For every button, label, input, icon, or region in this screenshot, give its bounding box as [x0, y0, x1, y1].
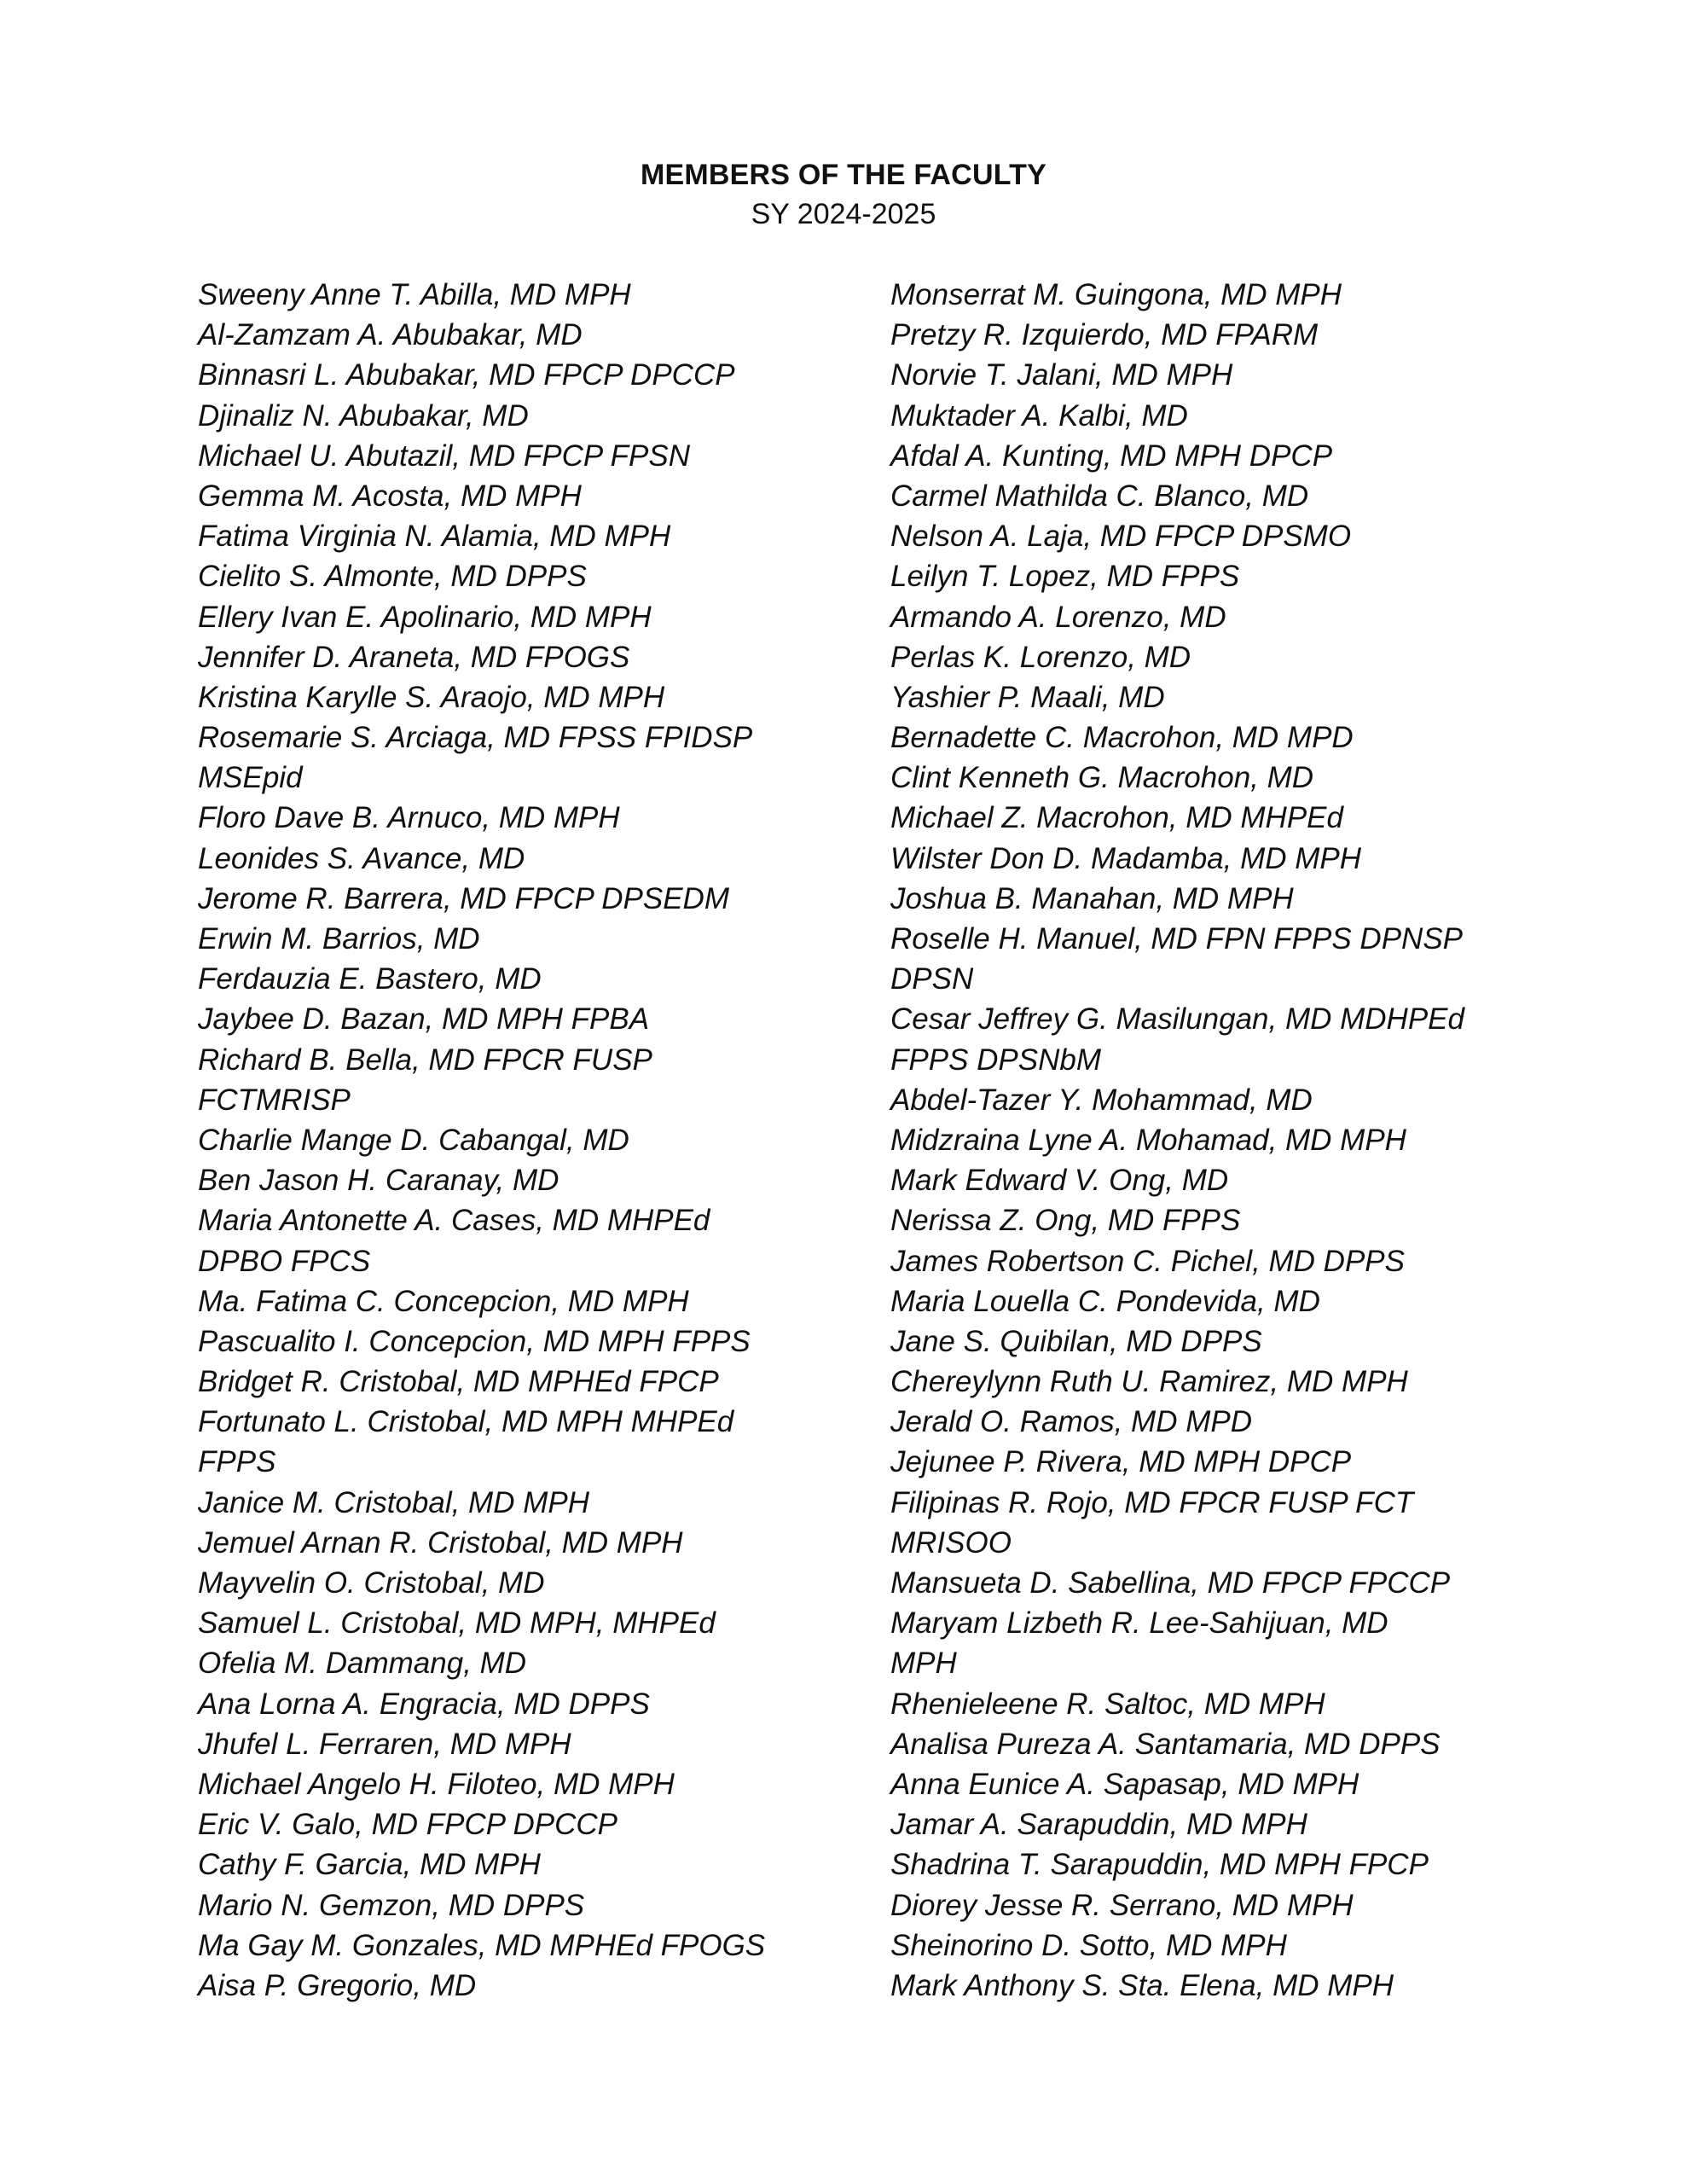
faculty-member-entry: Afdal A. Kunting, MD MPH DPCP: [890, 439, 1333, 473]
faculty-member-entry: Perlas K. Lorenzo, MD: [890, 640, 1191, 674]
faculty-member-entry: Ben Jason H. Caranay, MD: [198, 1164, 559, 1198]
faculty-member-entry: Cielito S. Almonte, MD DPPS: [198, 560, 587, 594]
faculty-member-entry: Kristina Karylle S. Araojo, MD MPH: [198, 680, 665, 714]
faculty-member-entry: MPH: [890, 1647, 957, 1681]
faculty-member-entry: DPSN: [890, 962, 974, 996]
faculty-list-left-column: [198, 275, 863, 2006]
faculty-member-entry: Samuel L. Cristobal, MD MPH, MHPEd: [198, 1606, 716, 1641]
faculty-member-entry: Yashier P. Maali, MD: [890, 680, 1165, 714]
faculty-member-entry: Michael U. Abutazil, MD FPCP FPSN: [198, 439, 690, 473]
school-year-subtitle: SY 2024-2025: [751, 198, 936, 230]
faculty-member-entry: MRISOO: [890, 1525, 1012, 1560]
faculty-member-entry: Wilster Don D. Madamba, MD MPH: [890, 841, 1362, 875]
faculty-member-entry: Ferdauzia E. Bastero, MD: [198, 962, 542, 996]
faculty-member-entry: Sheinorino D. Sotto, MD MPH: [890, 1928, 1287, 1962]
faculty-member-entry: Bernadette C. Macrohon, MD MPD: [890, 721, 1354, 755]
faculty-member-entry: Fatima Virginia N. Alamia, MD MPH: [198, 520, 671, 554]
faculty-member-entry: Mansueta D. Sabellina, MD FPCP FPCCP: [890, 1566, 1451, 1600]
faculty-member-entry: Jennifer D. Araneta, MD FPOGS: [198, 640, 630, 674]
faculty-member-entry: Clint Kenneth G. Macrohon, MD: [890, 761, 1314, 795]
faculty-member-entry: Ana Lorna A. Engracia, MD DPPS: [198, 1687, 650, 1721]
faculty-member-entry: Jejunee P. Rivera, MD MPH DPCP: [890, 1445, 1352, 1479]
faculty-member-entry: Cathy F. Garcia, MD MPH: [198, 1848, 541, 1882]
faculty-member-entry: Maria Louella C. Pondevida, MD: [890, 1284, 1320, 1318]
faculty-member-entry: Mark Anthony S. Sta. Elena, MD MPH: [890, 1968, 1394, 2002]
faculty-list-right-column: [890, 275, 1539, 2006]
faculty-member-entry: Aisa P. Gregorio, MD: [198, 1968, 477, 2002]
faculty-member-entry: Norvie T. Jalani, MD MPH: [890, 358, 1233, 392]
faculty-member-entry: Joshua B. Manahan, MD MPH: [890, 881, 1294, 915]
faculty-member-entry: Eric V. Galo, MD FPCP DPCCP: [198, 1808, 618, 1842]
faculty-member-entry: Nelson A. Laja, MD FPCP DPSMO: [890, 520, 1352, 554]
faculty-member-entry: Jamar A. Sarapuddin, MD MPH: [890, 1808, 1307, 1842]
faculty-member-entry: Gemma M. Acosta, MD MPH: [198, 479, 582, 513]
faculty-member-entry: Mark Edward V. Ong, MD: [890, 1164, 1229, 1198]
document-heading: [0, 155, 1687, 234]
faculty-member-entry: Fortunato L. Cristobal, MD MPH MHPEd: [198, 1405, 734, 1439]
faculty-member-entry: Erwin M. Barrios, MD: [198, 922, 480, 956]
page-title: MEMBERS OF THE FACULTY: [641, 159, 1046, 191]
faculty-member-entry: Armando A. Lorenzo, MD: [890, 600, 1226, 634]
faculty-member-entry: Richard B. Bella, MD FPCR FUSP: [198, 1043, 652, 1077]
faculty-member-entry: James Robertson C. Pichel, MD DPPS: [890, 1244, 1405, 1278]
faculty-member-entry: Jhufel L. Ferraren, MD MPH: [198, 1727, 571, 1761]
faculty-member-entry: FPPS DPSNbM: [890, 1043, 1101, 1077]
faculty-member-entry: Midzraina Lyne A. Mohamad, MD MPH: [890, 1123, 1406, 1157]
faculty-member-entry: Binnasri L. Abubakar, MD FPCP DPCCP: [198, 358, 735, 392]
faculty-member-entry: Carmel Mathilda C. Blanco, MD: [890, 479, 1309, 513]
faculty-member-entry: Jerald O. Ramos, MD MPD: [890, 1405, 1252, 1439]
faculty-member-entry: Mario N. Gemzon, MD DPPS: [198, 1888, 585, 1922]
faculty-member-entry: Mayvelin O. Cristobal, MD: [198, 1566, 545, 1600]
faculty-member-entry: DPBO FPCS: [198, 1244, 371, 1278]
faculty-member-entry: Ma Gay M. Gonzales, MD MPHEd FPOGS: [198, 1928, 766, 1962]
faculty-member-entry: Shadrina T. Sarapuddin, MD MPH FPCP: [890, 1848, 1429, 1882]
faculty-member-entry: Michael Z. Macrohon, MD MHPEd: [890, 801, 1343, 835]
faculty-member-entry: Pascualito I. Concepcion, MD MPH FPPS: [198, 1324, 751, 1358]
faculty-member-entry: Analisa Pureza A. Santamaria, MD DPPS: [890, 1727, 1441, 1761]
faculty-member-entry: Jaybee D. Bazan, MD MPH FPBA: [198, 1002, 650, 1037]
faculty-member-entry: Anna Eunice A. Sapasap, MD MPH: [890, 1767, 1359, 1801]
faculty-member-entry: Djinaliz N. Abubakar, MD: [198, 398, 529, 433]
faculty-member-entry: Ma. Fatima C. Concepcion, MD MPH: [198, 1284, 689, 1318]
faculty-member-entry: Pretzy R. Izquierdo, MD FPARM: [890, 318, 1319, 352]
faculty-member-entry: Jane S. Quibilan, MD DPPS: [890, 1324, 1262, 1358]
faculty-member-entry: Rosemarie S. Arciaga, MD FPSS FPIDSP: [198, 721, 753, 755]
faculty-member-entry: Ellery Ivan E. Apolinario, MD MPH: [198, 600, 652, 634]
faculty-member-entry: Michael Angelo H. Filoteo, MD MPH: [198, 1767, 675, 1801]
faculty-member-entry: Jemuel Arnan R. Cristobal, MD MPH: [198, 1525, 683, 1560]
faculty-member-entry: Chereylynn Ruth U. Ramirez, MD MPH: [890, 1365, 1408, 1399]
faculty-member-entry: Cesar Jeffrey G. Masilungan, MD MDHPEd: [890, 1002, 1464, 1037]
faculty-member-entry: Maryam Lizbeth R. Lee-Sahijuan, MD: [890, 1606, 1388, 1641]
faculty-member-entry: Janice M. Cristobal, MD MPH: [198, 1485, 589, 1519]
faculty-member-entry: Floro Dave B. Arnuco, MD MPH: [198, 801, 620, 835]
faculty-member-entry: Charlie Mange D. Cabangal, MD: [198, 1123, 629, 1157]
faculty-member-entry: Jerome R. Barrera, MD FPCP DPSEDM: [198, 881, 729, 915]
faculty-member-entry: Abdel-Tazer Y. Mohammad, MD: [890, 1083, 1313, 1117]
faculty-member-entry: MSEpid: [198, 761, 303, 795]
faculty-member-entry: Muktader A. Kalbi, MD: [890, 398, 1188, 433]
faculty-member-entry: Roselle H. Manuel, MD FPN FPPS DPNSP: [890, 922, 1464, 956]
faculty-member-entry: FPPS: [198, 1445, 276, 1479]
faculty-member-entry: Ofelia M. Dammang, MD: [198, 1647, 527, 1681]
faculty-member-entry: Sweeny Anne T. Abilla, MD MPH: [198, 278, 631, 311]
faculty-member-entry: Al-Zamzam A. Abubakar, MD: [198, 318, 583, 352]
faculty-member-entry: Nerissa Z. Ong, MD FPPS: [890, 1204, 1241, 1238]
faculty-member-entry: Filipinas R. Rojo, MD FPCR FUSP FCT: [890, 1485, 1414, 1519]
faculty-member-entry: Monserrat M. Guingona, MD MPH: [890, 278, 1342, 311]
faculty-member-entry: Leilyn T. Lopez, MD FPPS: [890, 560, 1240, 594]
faculty-member-entry: Leonides S. Avance, MD: [198, 841, 525, 875]
faculty-member-entry: Rhenieleene R. Saltoc, MD MPH: [890, 1687, 1325, 1721]
faculty-member-entry: FCTMRISP: [198, 1083, 351, 1117]
faculty-member-entry: Maria Antonette A. Cases, MD MHPEd: [198, 1204, 710, 1238]
faculty-member-entry: Diorey Jesse R. Serrano, MD MPH: [890, 1888, 1354, 1922]
faculty-member-entry: Bridget R. Cristobal, MD MPHEd FPCP: [198, 1365, 719, 1399]
